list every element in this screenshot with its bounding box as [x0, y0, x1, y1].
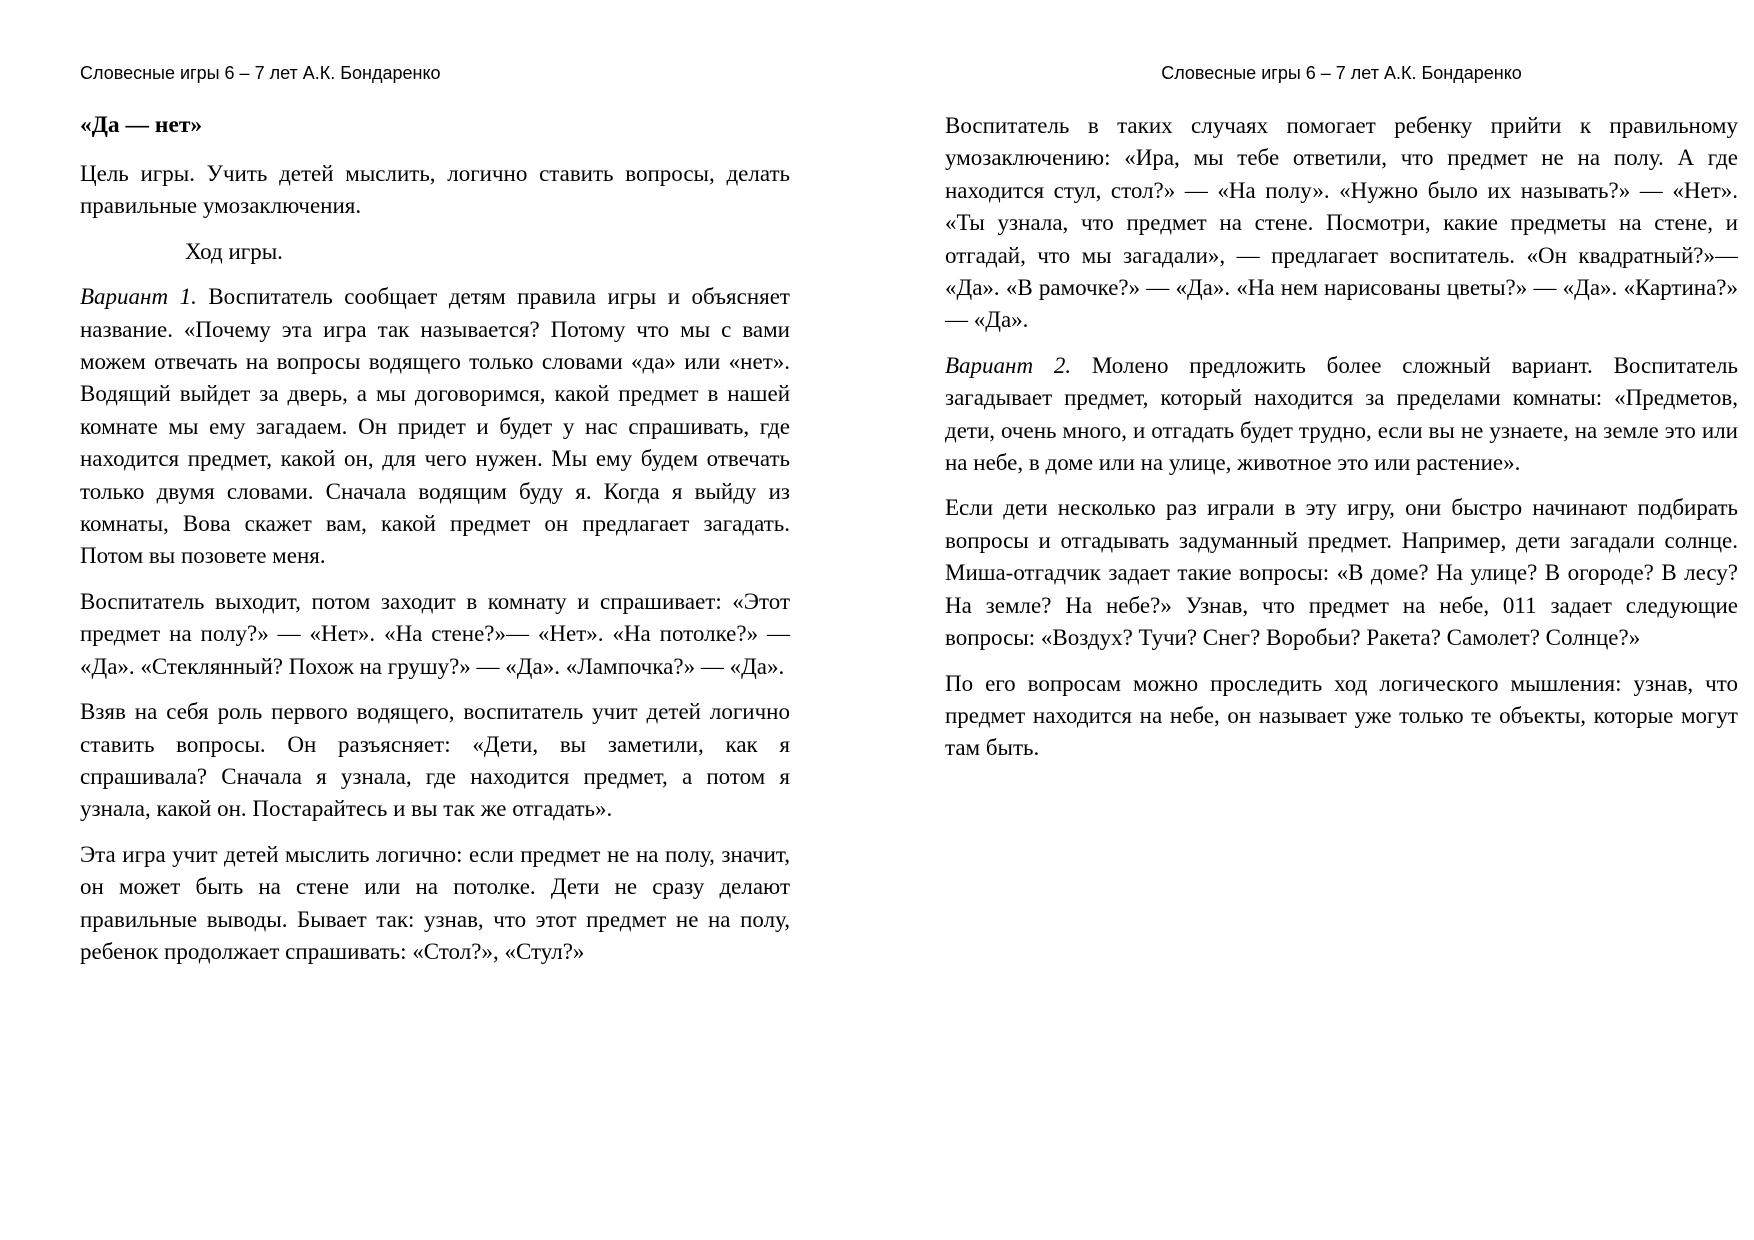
- paragraph: [80, 696, 790, 826]
- paragraph: [945, 110, 1738, 337]
- paragraph-text: Ход игры.: [185, 238, 283, 264]
- paragraph: [945, 492, 1738, 654]
- paragraph: [80, 839, 790, 969]
- paragraph-text: Воспитатель сообщает детям правила игры и объясняет название. «Почему эта игра так называется? Потому что мы с вами можем отвечать на вопросы водящего только словами «да» или «нет». Водящий выйдет за дверь, а мы договоримся, какой предмет в нашей комнате мы ему загадаем. Он придет и будет у нас спрашивать, где находится предмет, какой он, для чего нужен. Мы ему будем отвечать только двумя словами. Сначала водящим буду я. Когда я выйду из комнаты, Вова скажет вам, какой предмет он предлагает загадать. Потом вы позовете меня.: [80, 284, 790, 569]
- paragraph: [80, 281, 790, 573]
- paragraph-text: Если дети несколько раз играли в эту игру, они быстро начинают подбирать вопросы и отгадывать задуманный предмет. Например, дети загадали солнце. Миша-отгадчик задает такие вопросы: «В доме? На улице? В огороде? В лесу? На земле? На небе?» Узнав, что предмет на небе, 011 задает следующие вопросы: «Воздух? Тучи? Снег? Воробьи? Ракета? Самолет? Солнце?»: [945, 495, 1738, 651]
- paragraph: [945, 668, 1738, 765]
- page-header-right: Словесные игры 6 – 7 лет А.К. Бондаренко: [1161, 63, 1522, 83]
- paragraph-lead-italic: Вариант 2.: [945, 352, 1072, 378]
- paragraph-text: Молено предложить более сложный вариант. Воспитатель загадывает предмет, который находится за пределами комнаты: «Предметов, дети, очень много, и отгадать будет трудно, если вы не узнаете, на земле это или на небе, в доме или на улице, животное это или растение».: [945, 352, 1738, 476]
- paragraph-text: Воспитатель в таких случаях помогает ребенку прийти к правильному умозаключению: «Ира, мы тебе ответили, что предмет не на полу. А где находится стул, стол?» — «На полу». «Нужно было их называть?» — «Нет». «Ты узнала, что предмет на стене. Посмотри, какие предметы на стене, и отгадай, что мы загадали», — предлагает воспитатель. «Он квадратный?»— «Да». «В рамочке?» — «Да». «На нем нарисованы цветы?» — «Да». «Картина?» — «Да».: [945, 113, 1738, 333]
- paragraph-text: Эта игра учит детей мыслить логично: если предмет не на полу, значит, он может быть на стене или на потолке. Дети не сразу делают правильные выводы. Бывает так: узнав, что этот предмет не на полу, ребенок продолжает спрашивать: «Стол?», «Стул?»: [80, 841, 790, 964]
- right-column-paragraphs: [945, 110, 1738, 765]
- right-page: [945, 62, 1738, 765]
- paragraph: [80, 158, 790, 223]
- paragraph-text: По его вопросам можно проследить ход логического мышления: узнав, что предмет находится на небе, он называет уже только те объекты, которые могут там быть.: [945, 670, 1738, 761]
- paragraph: [945, 350, 1738, 480]
- paragraph-text: Взяв на себя роль первого водящего, воспитатель учит детей логично ставить вопросы. Он разъясняет: «Дети, вы заметили, как я спрашивала? Сначала я узнала, где находится предмет, а потом я узнала, какой он. Постарайтесь и вы так же отгадать».: [80, 699, 790, 822]
- page-title: «Да — нет»: [80, 112, 203, 138]
- left-column-paragraphs: [80, 158, 790, 968]
- paragraph-lead-italic: Вариант 1.: [80, 284, 197, 310]
- page-header-left: Словесные игры 6 – 7 лет А.К. Бондаренко: [80, 63, 441, 83]
- left-page: [80, 62, 790, 968]
- paragraph-text: Воспитатель выходит, потом заходит в комнату и спрашивает: «Этот предмет на полу?» — «Нет». «На стене?»— «Нет». «На потолке?» — «Да». «Стеклянный? Похож на грушу?» — «Да». «Лампочка?» — «Да».: [80, 588, 790, 679]
- paragraph: [80, 236, 790, 268]
- paragraph-text: Цель игры. Учить детей мыслить, логично ставить вопросы, делать правильные умозаключения.: [80, 161, 790, 219]
- paragraph: [80, 586, 790, 683]
